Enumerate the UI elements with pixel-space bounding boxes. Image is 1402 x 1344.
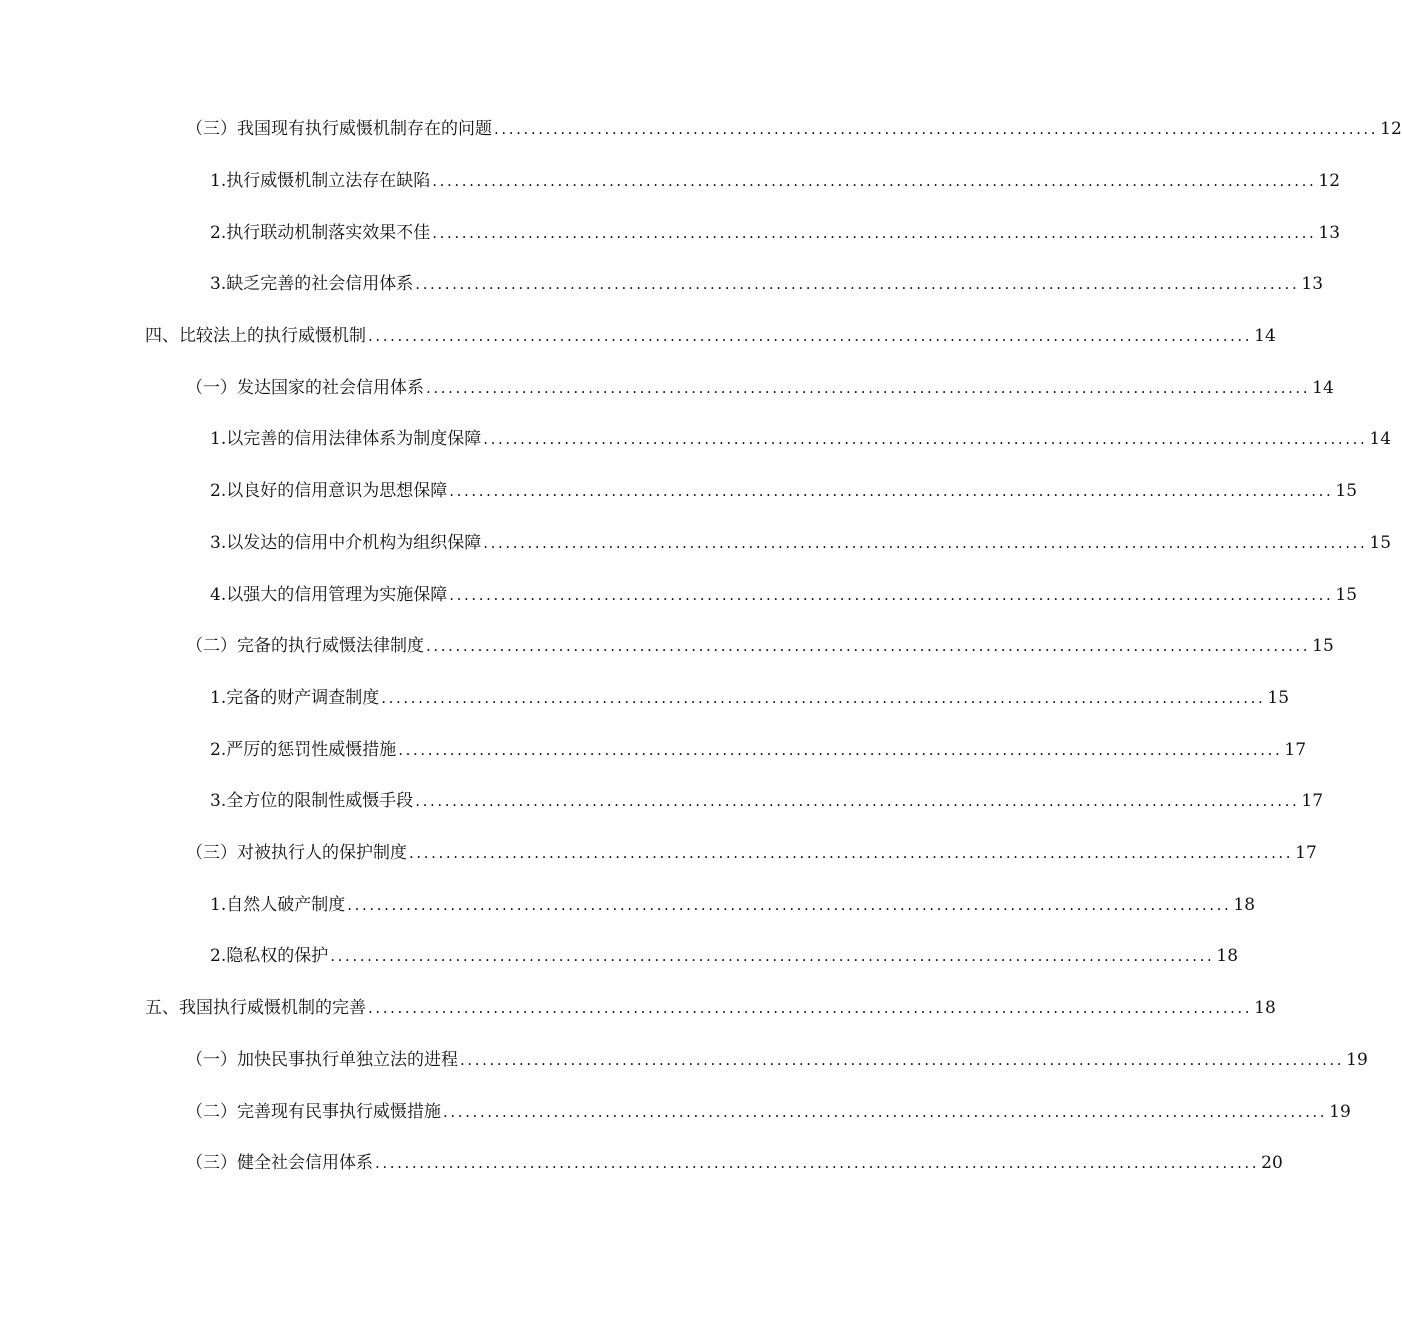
- toc-entry[interactable]: [210, 943, 1239, 969]
- toc-entry-title: （二）完善现有民事执行威慑措施: [186, 1102, 441, 1122]
- toc-entry[interactable]: [186, 840, 1317, 866]
- toc-entry[interactable]: [186, 375, 1334, 401]
- toc-entry-page: 17: [1284, 740, 1307, 760]
- toc-dot-leader: ........................................................................................................................: [483, 430, 1368, 448]
- toc-dot-leader: ........................................................................................................................: [375, 1154, 1260, 1172]
- toc-dot-leader: ........................................................................................................................: [426, 637, 1311, 655]
- toc-entry-page: 14: [1369, 429, 1392, 449]
- toc-entry-title: （二）完备的执行威慑法律制度: [186, 636, 424, 656]
- toc-dot-leader: ........................................................................................................................: [381, 689, 1266, 707]
- toc-entry-title: 1.完备的财产调查制度: [210, 688, 380, 708]
- toc-entry-title: 2.严厉的惩罚性威慑措施: [210, 740, 397, 760]
- toc-entry-page: 13: [1301, 274, 1324, 294]
- toc-entry-page: 15: [1312, 636, 1334, 656]
- toc-entry-title: 1.执行威慑机制立法存在缺陷: [210, 171, 431, 191]
- toc-dot-leader: ........................................................................................................................: [368, 999, 1253, 1017]
- toc-dot-leader: ........................................................................................................................: [483, 534, 1368, 552]
- toc-entry[interactable]: [210, 788, 1324, 814]
- toc-dot-leader: ........................................................................................................................: [368, 327, 1253, 345]
- toc-entry-page: 18: [1216, 946, 1239, 966]
- toc-entry-title: （一）加快民事执行单独立法的进程: [186, 1050, 458, 1070]
- toc-entry[interactable]: [210, 582, 1358, 608]
- toc-entry-title: （三）对被执行人的保护制度: [186, 843, 407, 863]
- toc-entry[interactable]: [210, 530, 1392, 556]
- toc-entry-page: 20: [1261, 1153, 1283, 1173]
- toc-dot-leader: ........................................................................................................................: [398, 741, 1283, 759]
- toc-entry-page: 12: [1318, 171, 1341, 191]
- toc-entry[interactable]: [210, 737, 1307, 763]
- toc-entry[interactable]: [186, 1099, 1351, 1125]
- toc-entry-title: 2.执行联动机制落实效果不佳: [210, 223, 431, 243]
- toc-entry-page: 14: [1254, 326, 1276, 346]
- toc-entry-page: 12: [1380, 119, 1402, 139]
- toc-entry-page: 15: [1369, 533, 1392, 553]
- toc-entry[interactable]: [210, 685, 1290, 711]
- toc-entry-title: （三）健全社会信用体系: [186, 1153, 373, 1173]
- toc-entry-page: 19: [1329, 1102, 1351, 1122]
- toc-dot-leader: ........................................................................................................................: [449, 482, 1334, 500]
- toc-entry-title: 3.以发达的信用中介机构为组织保障: [210, 533, 482, 553]
- toc-entry-title: 3.全方位的限制性威慑手段: [210, 791, 414, 811]
- toc-entry-page: 18: [1233, 895, 1256, 915]
- toc-entry[interactable]: [210, 168, 1341, 194]
- toc-entry[interactable]: [186, 1047, 1368, 1073]
- toc-entry-title: （三）我国现有执行威慑机制存在的问题: [186, 119, 492, 139]
- toc-entry[interactable]: [210, 892, 1256, 918]
- toc-entry[interactable]: [210, 271, 1324, 297]
- toc-entry-title: 四、比较法上的执行威慑机制: [145, 326, 366, 346]
- toc-entry-page: 15: [1335, 481, 1358, 501]
- toc-entry[interactable]: [145, 995, 1276, 1021]
- toc-entry-title: 2.隐私权的保护: [210, 946, 329, 966]
- toc-entry-page: 17: [1295, 843, 1317, 863]
- toc-dot-leader: ........................................................................................................................: [432, 224, 1317, 242]
- toc-entry-page: 13: [1318, 223, 1341, 243]
- toc-entry-page: 17: [1301, 791, 1324, 811]
- toc-dot-leader: ........................................................................................................................: [426, 379, 1311, 397]
- toc-dot-leader: ........................................................................................................................: [449, 586, 1334, 604]
- toc-entry[interactable]: [186, 1150, 1283, 1176]
- toc-dot-leader: ........................................................................................................................: [347, 896, 1232, 914]
- toc-entry-page: 19: [1346, 1050, 1368, 1070]
- toc-entry-page: 14: [1312, 378, 1334, 398]
- toc-entry-title: 1.自然人破产制度: [210, 895, 346, 915]
- toc-entry-title: 五、我国执行威慑机制的完善: [145, 998, 366, 1018]
- toc-dot-leader: ........................................................................................................................: [494, 120, 1379, 138]
- toc-entry-page: 18: [1254, 998, 1276, 1018]
- toc-entry-page: 15: [1267, 688, 1290, 708]
- toc-entry-page: 15: [1335, 585, 1358, 605]
- toc-dot-leader: ........................................................................................................................: [415, 792, 1300, 810]
- toc-entry[interactable]: [145, 323, 1276, 349]
- toc-entry-title: 1.以完善的信用法律体系为制度保障: [210, 429, 482, 449]
- toc-dot-leader: ........................................................................................................................: [330, 947, 1215, 965]
- toc-entry[interactable]: [210, 478, 1358, 504]
- toc-entry-title: 3.缺乏完善的社会信用体系: [210, 274, 414, 294]
- toc-entry[interactable]: [210, 220, 1341, 246]
- toc-dot-leader: ........................................................................................................................: [432, 172, 1317, 190]
- toc-entry[interactable]: [186, 633, 1334, 659]
- toc-dot-leader: ........................................................................................................................: [409, 844, 1294, 862]
- toc-entry[interactable]: [210, 426, 1392, 452]
- toc-entry-title: 4.以强大的信用管理为实施保障: [210, 585, 448, 605]
- toc-entry[interactable]: [186, 116, 1402, 142]
- toc-dot-leader: ........................................................................................................................: [443, 1103, 1328, 1121]
- toc-dot-leader: ........................................................................................................................: [460, 1051, 1345, 1069]
- toc-entry-title: （一）发达国家的社会信用体系: [186, 378, 424, 398]
- toc-entry-title: 2.以良好的信用意识为思想保障: [210, 481, 448, 501]
- toc-dot-leader: ........................................................................................................................: [415, 275, 1300, 293]
